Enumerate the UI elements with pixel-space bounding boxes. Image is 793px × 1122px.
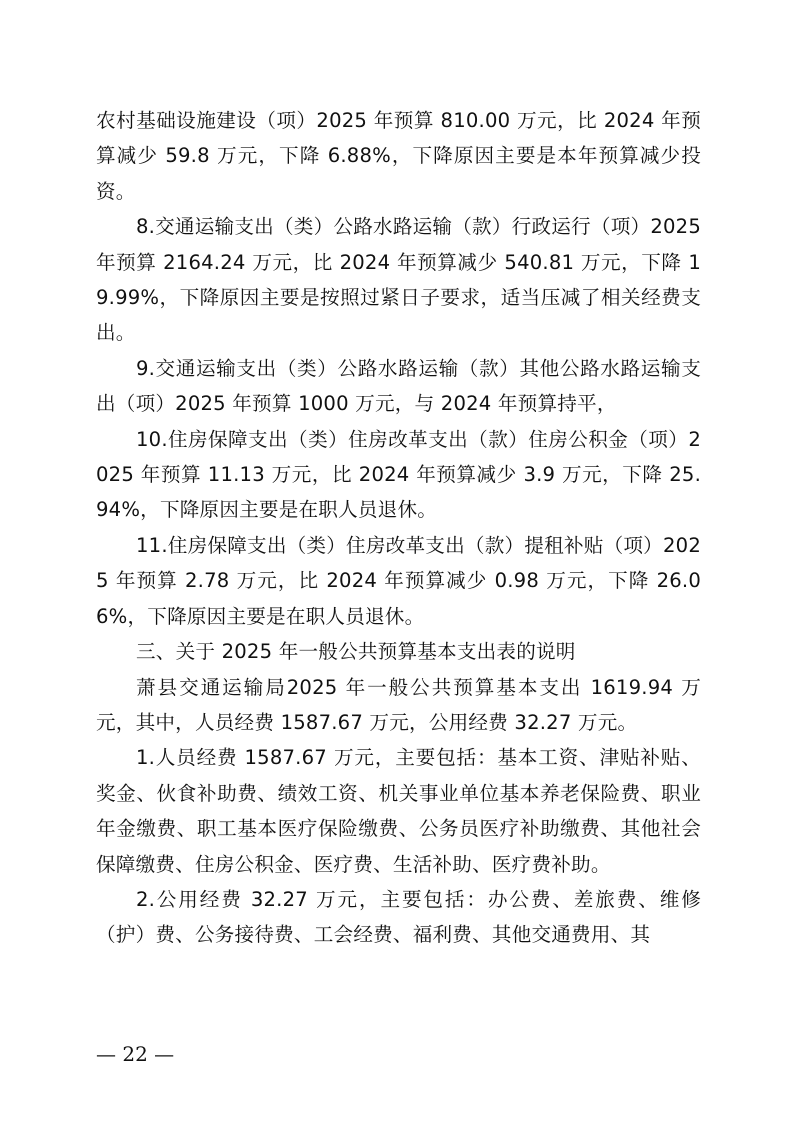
paragraph-4: 10.住房保障支出（类）住房改革支出（款）住房公积金（项）2025 年预算 11.13 万元，比 2024 年预算减少 3.9 万元，下降 25.94%，下降原因主要是在职人员退休。 xyxy=(96,427,701,522)
paragraph-1: 农村基础设施建设（项）2025 年预算 810.00 万元，比 2024 年预算减少 59.8 万元，下降 6.88%，下降原因主要是本年预算减少投资。 xyxy=(96,109,701,203)
page-number: — 22 — xyxy=(96,1042,175,1066)
document-body xyxy=(96,103,701,953)
section-heading: 三、关于 2025 年一般公共预算基本支出表的说明 xyxy=(136,640,576,664)
paragraph-5: 11.住房保障支出（类）住房改革支出（款）提租补贴（项）2025 年预算 2.78 万元，比 2024 年预算减少 0.98 万元，下降 26.06%，下降原因主要是在职人员退休。 xyxy=(96,533,701,628)
paragraph-7: 萧县交通运输局2025 年一般公共预算基本支出 1619.94 万元，其中，人员经费 1587.67 万元，公用经费 32.27 万元。 xyxy=(96,675,701,734)
paragraph-2: 8.交通运输支出（类）公路水路运输（款）行政运行（项）2025 年预算 2164.24 万元，比 2024 年预算减少 540.81 万元，下降 19.99%，下降原因主要是按照过紧日子要求，适当压减了相关经费支出。 xyxy=(96,215,701,345)
paragraph-8: 1.人员经费 1587.67 万元，主要包括：基本工资、津贴补贴、奖金、伙食补助费、绩效工资、机关事业单位基本养老保险费、职业年金缴费、职工基本医疗保险缴费、公务员医疗补助缴费、其他社会保障缴费、住房公积金、医疗费、生活补助、医疗费补助。 xyxy=(96,746,701,876)
paragraph-3: 9.交通运输支出（类）公路水路运输（款）其他公路水路运输支出（项）2025 年预算 1000 万元，与 2024 年预算持平， xyxy=(96,356,701,416)
paragraph-9: 2.公用经费 32.27 万元，主要包括：办公费、差旅费、维修（护）费、公务接待费、工会经费、福利费、其他交通费用、其 xyxy=(96,887,701,947)
